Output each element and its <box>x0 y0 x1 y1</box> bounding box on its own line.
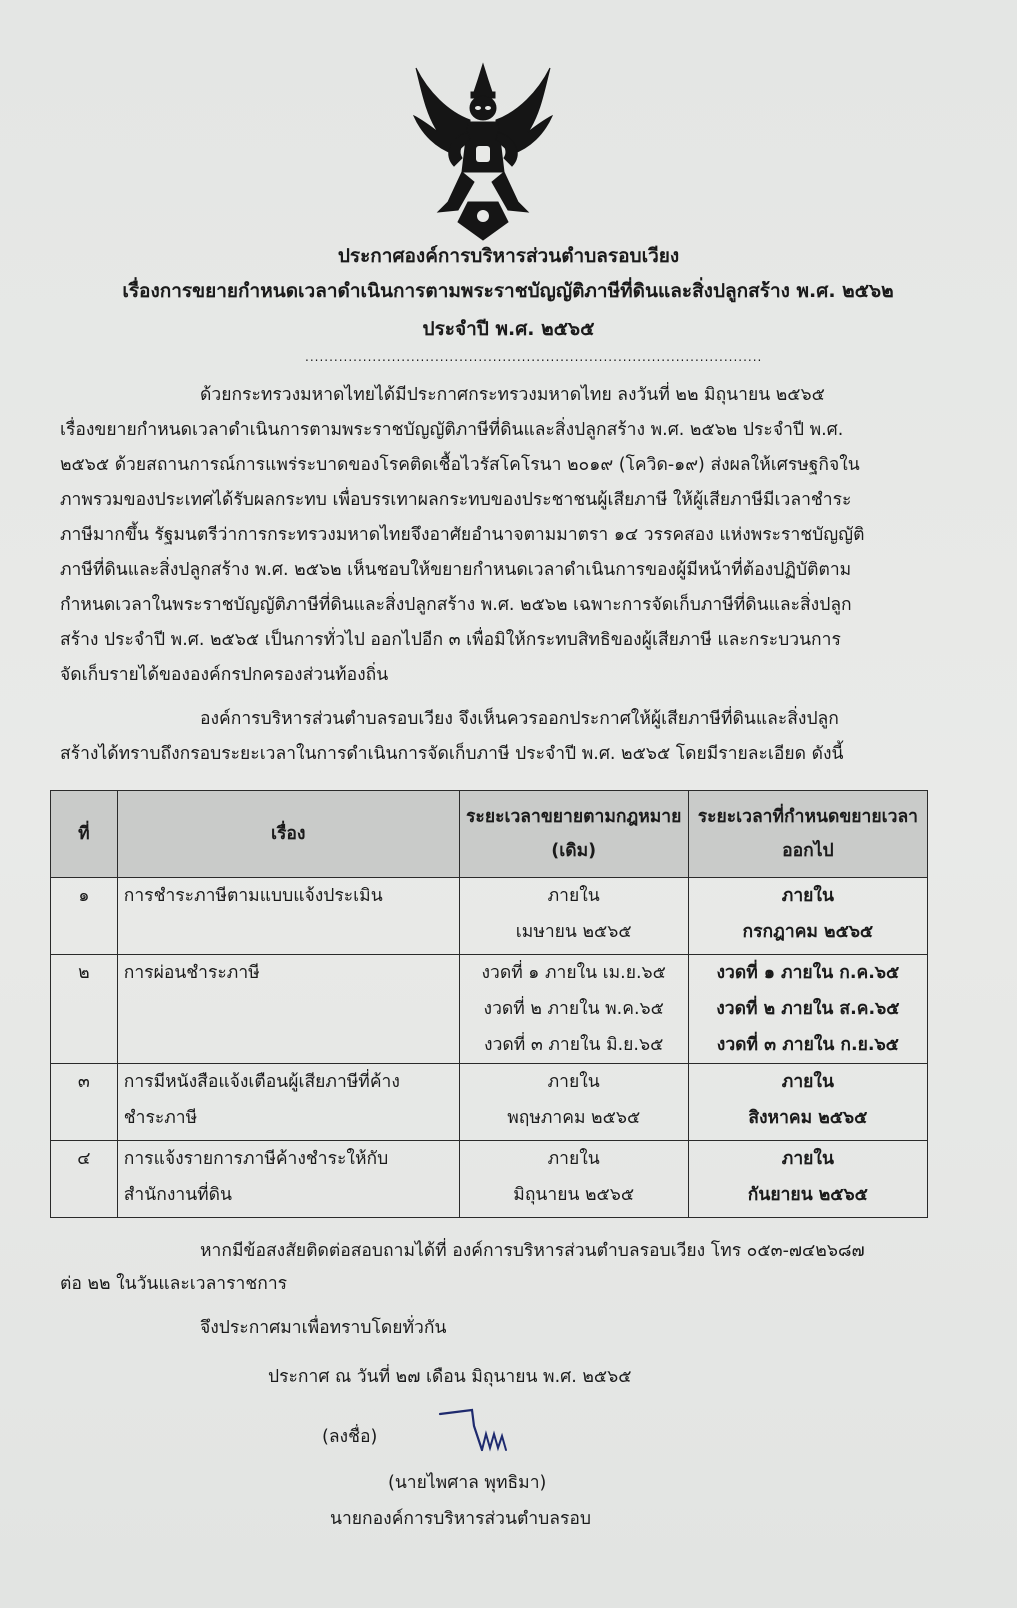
para1-line: ด้วยกระทรวงมหาดไทยได้มีประกาศกระทรวงมหาดไทย ลงวันที่ ๒๒ มิถุนายน ๒๕๖๕ <box>200 385 825 405</box>
signer-name: (นายไพศาล พุทธิมา) <box>388 1473 547 1493</box>
para1-line: ๒๕๖๕ ด้วยสถานการณ์การแพร่ระบาดของโรคติดเชื้อไวรัสโคโรนา ๒๐๑๙ (โควิด-๑๙) ส่งผลให้เศรษฐกิจใน <box>60 455 860 475</box>
row-no: ๑ <box>51 878 118 955</box>
para2-line: สร้างได้ทราบถึงกรอบระยะเวลาในการดำเนินการจัดเก็บภาษี ประจำปี พ.ศ. ๒๕๖๕ โดยมีรายละเอียด ดังนี้ <box>60 744 844 764</box>
contact-line: หากมีข้อสงสัยติดต่อสอบถามได้ที่ องค์การบริหารส่วนตำบลรอบเวียง โทร ๐๕๓-๗๔๒๖๘๗ <box>200 1241 865 1261</box>
table-row <box>51 955 928 1064</box>
announce-date: ประกาศ ณ วันที่ ๒๗ เดือน มิถุนายน พ.ศ. ๒๕๖๕ <box>268 1367 632 1387</box>
schedule-table <box>50 790 928 1218</box>
para1-line: สร้าง ประจำปี พ.ศ. ๒๕๖๕ เป็นการทั่วไป ออกไปอีก ๓ เพื่อมิให้กระทบสิทธิของผู้เสียภาษี และกระบวนการ <box>60 630 841 650</box>
row-new-period: ภายใน สิงหาคม ๒๕๖๕ <box>688 1064 927 1141</box>
row-no: ๔ <box>51 1141 118 1218</box>
row-old-period: ภายใน เมษายน ๒๕๖๕ <box>459 878 688 955</box>
announcement-year: ประจำปี พ.ศ. ๒๕๖๕ <box>422 318 595 340</box>
para2-line: องค์การบริหารส่วนตำบลรอบเวียง จึงเห็นควรออกประกาศให้ผู้เสียภาษีที่ดินและสิ่งปลูก <box>200 709 839 729</box>
para1-line: ภาษีที่ดินและสิ่งปลูกสร้าง พ.ศ. ๒๕๖๒ เห็นชอบให้ขยายกำหนดเวลาดำเนินการของผู้มีหน้าที่ต้องปฏิบัติตาม <box>60 560 852 580</box>
announcement-subject: เรื่องการขยายกำหนดเวลาดำเนินการตามพระราชบัญญัติภาษีที่ดินและสิ่งปลูกสร้าง พ.ศ. ๒๕๖๒ <box>122 280 894 302</box>
row-new-period: ภายใน กรกฎาคม ๒๕๖๕ <box>688 878 927 955</box>
contact-line: ต่อ ๒๒ ในวันและเวลาราชการ <box>60 1274 288 1294</box>
para1-line: จัดเก็บรายได้ขององค์กรปกครองส่วนท้องถิ่น <box>60 665 389 685</box>
row-new-period: ภายใน กันยายน ๒๕๖๕ <box>688 1141 927 1218</box>
announcement-title: ประกาศองค์การบริหารส่วนตำบลรอบเวียง <box>337 245 680 267</box>
table-header-row <box>51 791 928 878</box>
row-subject: การมีหนังสือแจ้งเตือนผู้เสียภาษีที่ค้าง ชำระภาษี <box>117 1064 459 1141</box>
row-no: ๓ <box>51 1064 118 1141</box>
row-new-period: งวดที่ ๑ ภายใน ก.ค.๖๕ งวดที่ ๒ ภายใน ส.ค.๖๕ งวดที่ ๓ ภายใน ก.ย.๖๕ <box>688 955 927 1064</box>
row-no: ๒ <box>51 955 118 1064</box>
para1-line: ภาพรวมของประเทศได้รับผลกระทบ เพื่อบรรเทาผลกระทบของประชาชนผู้เสียภาษี ให้ผู้เสียภาษีมีเวลาชำระ <box>60 490 852 510</box>
header-old-period: ระยะเวลาขยายตามกฎหมาย (เดิม) <box>459 791 688 878</box>
title-divider: ............................................................................................... <box>305 350 763 364</box>
table-row <box>51 1141 928 1218</box>
row-subject: การแจ้งรายการภาษีค้างชำระให้กับ สำนักงานที่ดิน <box>117 1141 459 1218</box>
row-old-period: งวดที่ ๑ ภายใน เม.ย.๖๕ งวดที่ ๒ ภายใน พ.ค.๖๕ งวดที่ ๓ ภายใน มิ.ย.๖๕ <box>459 955 688 1064</box>
garuda-emblem-icon <box>408 62 558 244</box>
signature-label: (ลงชื่อ) <box>322 1427 378 1447</box>
para1-line: ภาษีมากขึ้น รัฐมนตรีว่าการกระทรวงมหาดไทยจึงอาศัยอำนาจตามมาตรา ๑๔ วรรคสอง แห่งพระราชบัญญัติ <box>60 525 865 545</box>
row-subject: การผ่อนชำระภาษี <box>117 955 459 1064</box>
para1-line: กำหนดเวลาในพระราชบัญญัติภาษีที่ดินและสิ่งปลูกสร้าง พ.ศ. ๒๕๖๒ เฉพาะการจัดเก็บภาษีที่ดินและสิ่งปลูก <box>60 595 852 615</box>
table-row <box>51 1064 928 1141</box>
signer-position: นายกองค์การบริหารส่วนตำบลรอบ <box>330 1509 592 1529</box>
row-subject: การชำระภาษีตามแบบแจ้งประเมิน <box>117 878 459 955</box>
handwritten-signature <box>436 1406 526 1458</box>
announce-line: จึงประกาศมาเพื่อทราบโดยทั่วกัน <box>200 1318 447 1338</box>
header-subject: เรื่อง <box>117 791 459 878</box>
row-old-period: ภายใน มิถุนายน ๒๕๖๕ <box>459 1141 688 1218</box>
table-row <box>51 878 928 955</box>
header-no: ที่ <box>51 791 118 878</box>
para1-line: เรื่องขยายกำหนดเวลาดำเนินการตามพระราชบัญญัติภาษีที่ดินและสิ่งปลูกสร้าง พ.ศ. ๒๕๖๒ ประจำปี พ.ศ. <box>60 420 844 440</box>
row-old-period: ภายใน พฤษภาคม ๒๕๖๕ <box>459 1064 688 1141</box>
header-new-period: ระยะเวลาที่กำหนดขยายเวลาออกไป <box>688 791 927 878</box>
